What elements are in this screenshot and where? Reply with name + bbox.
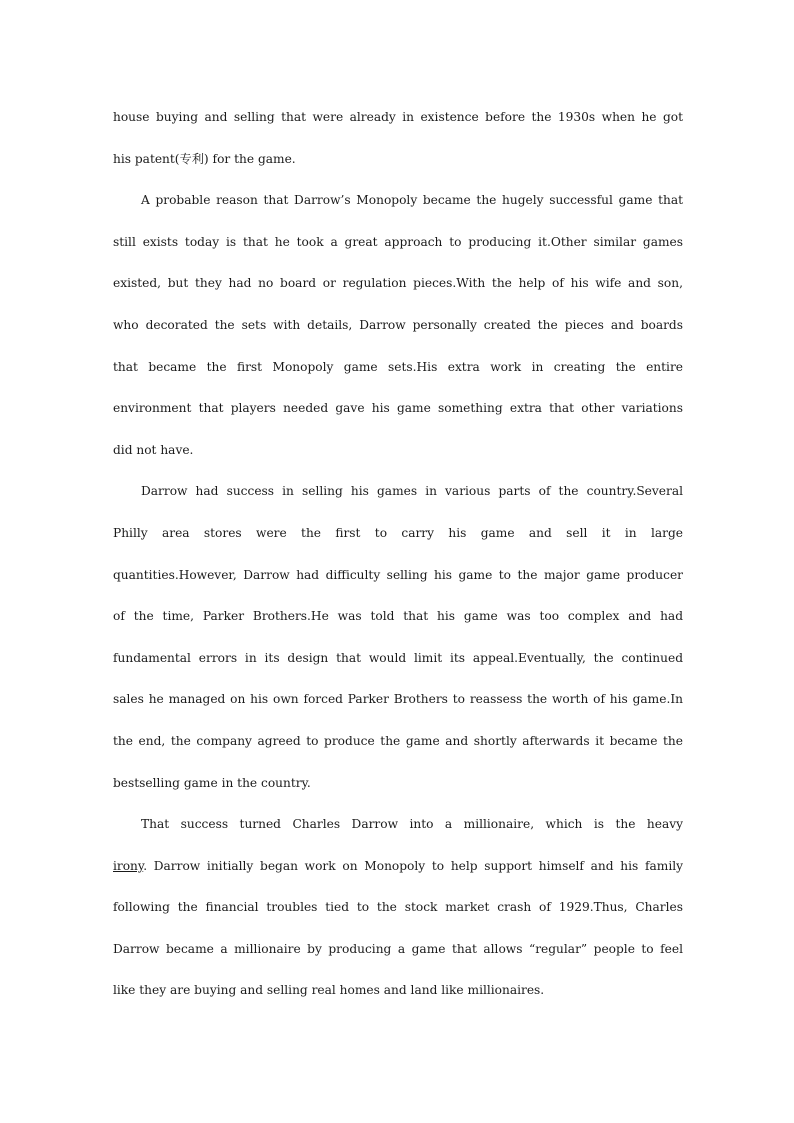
paragraph-1	[113, 97, 683, 180]
text-line: did not have.	[113, 442, 194, 457]
text-line: still exists today is that he took a great approach to producing it.Other similar games	[113, 234, 683, 249]
paragraph-2	[113, 180, 683, 471]
text-line: A probable reason that Darrow’s Monopoly became the hugely successful game that	[141, 193, 683, 208]
text-line: his patent(专利) for the game.	[113, 151, 296, 166]
text-line: the end, the company agreed to produce the game and shortly afterwards it became the	[113, 733, 683, 748]
text-line: like they are buying and selling real homes and land like millionaires.	[113, 983, 545, 998]
text-line: fundamental errors in its design that would limit its appeal.Eventually, the continued	[113, 650, 683, 665]
text-line: bestselling game in the country.	[113, 775, 311, 790]
text-line: That success turned Charles Darrow into a millionaire, which is the heavy	[141, 817, 683, 832]
text-line: quantities.However, Darrow had difficulty selling his game to the major game producer	[113, 567, 683, 582]
text-line: following the financial troubles tied to the stock market crash of 1929.Thus, Charles	[113, 900, 683, 915]
text-line: sales he managed on his own forced Parker Brothers to reassess the worth of his game.In	[113, 692, 683, 707]
text-line: who decorated the sets with details, Darrow personally created the pieces and boards	[113, 317, 683, 332]
text-line: Philly area stores were the first to carry his game and sell it in large	[113, 525, 683, 540]
text-line: Darrow became a millionaire by producing a game that allows “regular” people to feel	[113, 941, 683, 956]
text-line: that became the first Monopoly game sets.His extra work in creating the entire	[113, 359, 683, 374]
text-line-with-underline	[113, 846, 683, 888]
underlined-word: irony	[113, 858, 144, 873]
text-line: existed, but they had no board or regulation pieces.With the help of his wife and son,	[113, 276, 683, 291]
text-line: of the time, Parker Brothers.He was told that his game was too complex and had	[113, 609, 683, 624]
paragraph-4	[113, 804, 683, 1012]
text-line-rest: . Darrow initially began work on Monopoly to help support himself and his family	[143, 858, 683, 873]
paragraph-3	[113, 471, 683, 804]
text-line: environment that players needed gave his game something extra that other variations	[113, 401, 683, 416]
text-line: Darrow had success in selling his games in various parts of the country.Several	[141, 484, 683, 499]
text-line: house buying and selling that were already in existence before the 1930s when he got	[113, 110, 683, 124]
article-text	[113, 97, 683, 1012]
